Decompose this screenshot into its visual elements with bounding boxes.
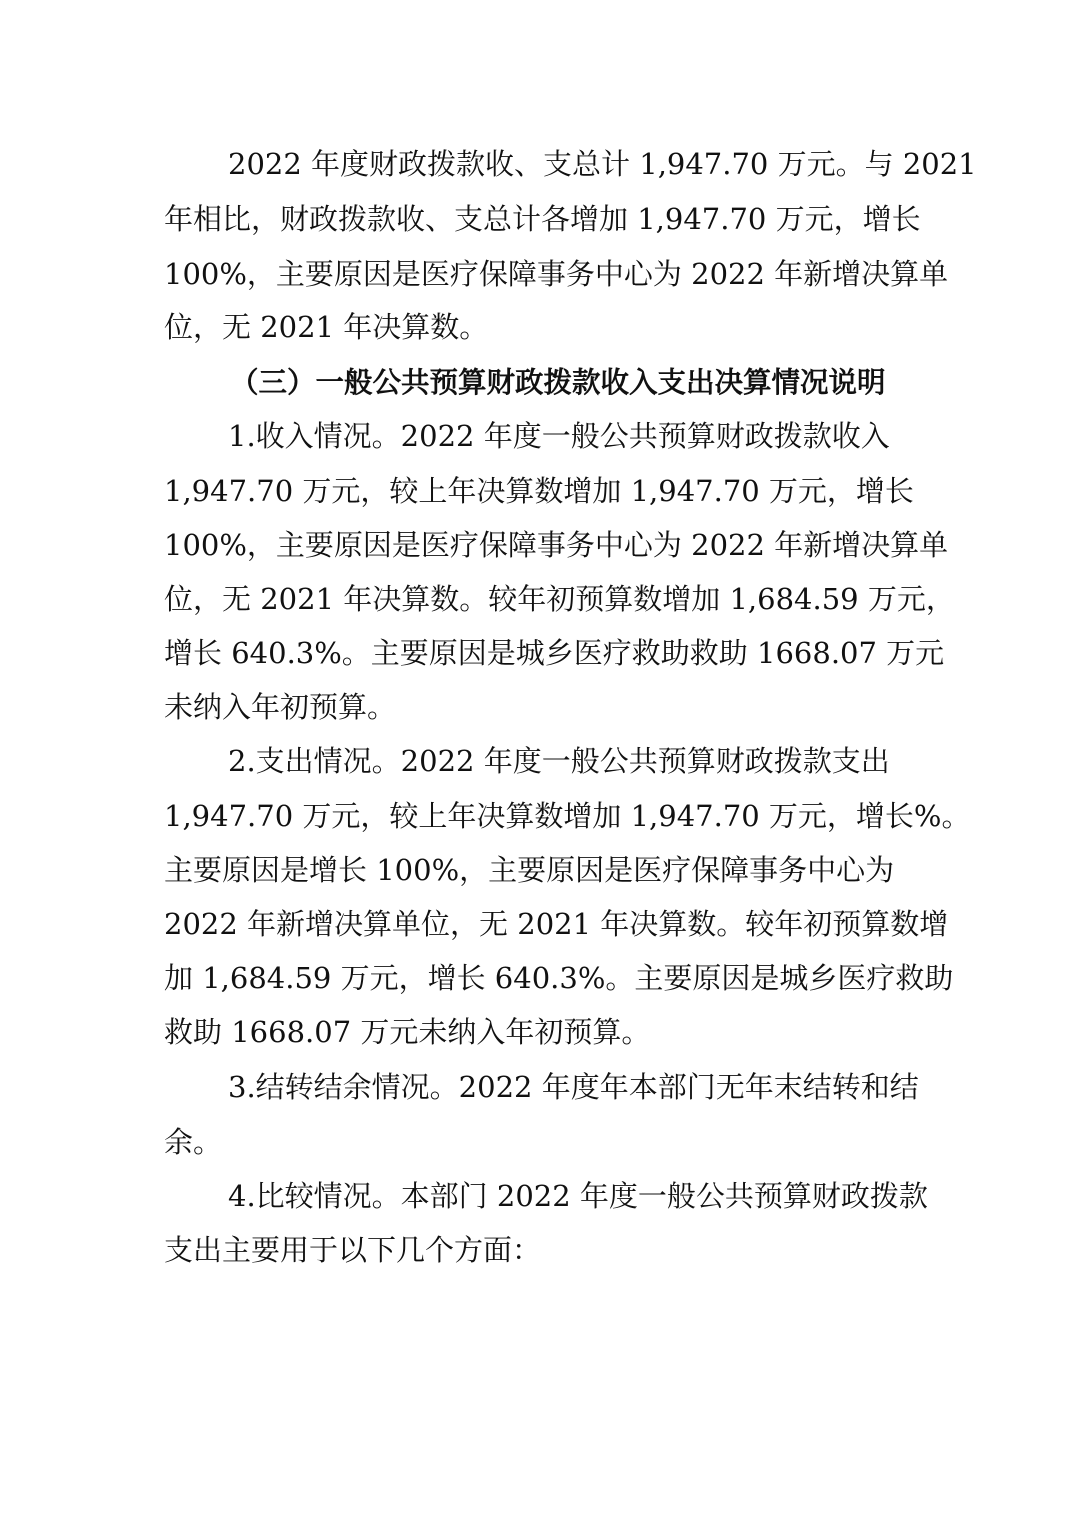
text-line-20: 4.比较情况。本部门 2022 年度一般公共预算财政拨款 [228,1179,928,1213]
text-line-10: 增长 640.3%。主要原因是城乡医疗救助救助 1668.07 万元 [164,636,945,670]
section-heading: （三）一般公共预算财政拨款收入支出决算情况说明 [230,366,886,399]
text-line-18: 3.结转结余情况。2022 年度年本部门无年末结转和结 [228,1070,919,1104]
text-line-4: 位，无 2021 年决算数。 [164,310,489,344]
text-line-3: 100%，主要原因是医疗保障事务中心为 2022 年新增决算单 [164,257,949,291]
text-line-9: 位，无 2021 年决算数。较年初预算数增加 1,684.59 万元， [164,582,955,616]
text-line-19: 余。 [164,1125,223,1159]
text-line-15: 2022 年新增决算单位，无 2021 年决算数。较年初预算数增 [164,907,949,941]
text-line-8: 100%，主要原因是医疗保障事务中心为 2022 年新增决算单 [164,528,949,562]
text-line-14: 主要原因是增长 100%，主要原因是医疗保障事务中心为 [164,853,895,887]
text-line-17: 救助 1668.07 万元未纳入年初预算。 [164,1015,651,1049]
text-line-12: 2.支出情况。2022 年度一般公共预算财政拨款支出 [228,744,890,778]
text-line-2: 年相比，财政拨款收、支总计各增加 1,947.70 万元，增长 [164,202,921,236]
text-line-6: 1.收入情况。2022 年度一般公共预算财政拨款收入 [228,419,890,453]
text-line-21: 支出主要用于以下几个方面： [164,1233,542,1267]
text-line-11: 未纳入年初预算。 [164,690,397,724]
text-line-13: 1,947.70 万元，较上年决算数增加 1,947.70 万元，增长%。 [164,799,971,833]
text-line-16: 加 1,684.59 万元，增长 640.3%。主要原因是城乡医疗救助 [164,961,954,995]
text-line-1: 2022 年度财政拨款收、支总计 1,947.70 万元。与 2021 [228,147,977,181]
text-line-7: 1,947.70 万元，较上年决算数增加 1,947.70 万元，增长 [164,474,914,508]
